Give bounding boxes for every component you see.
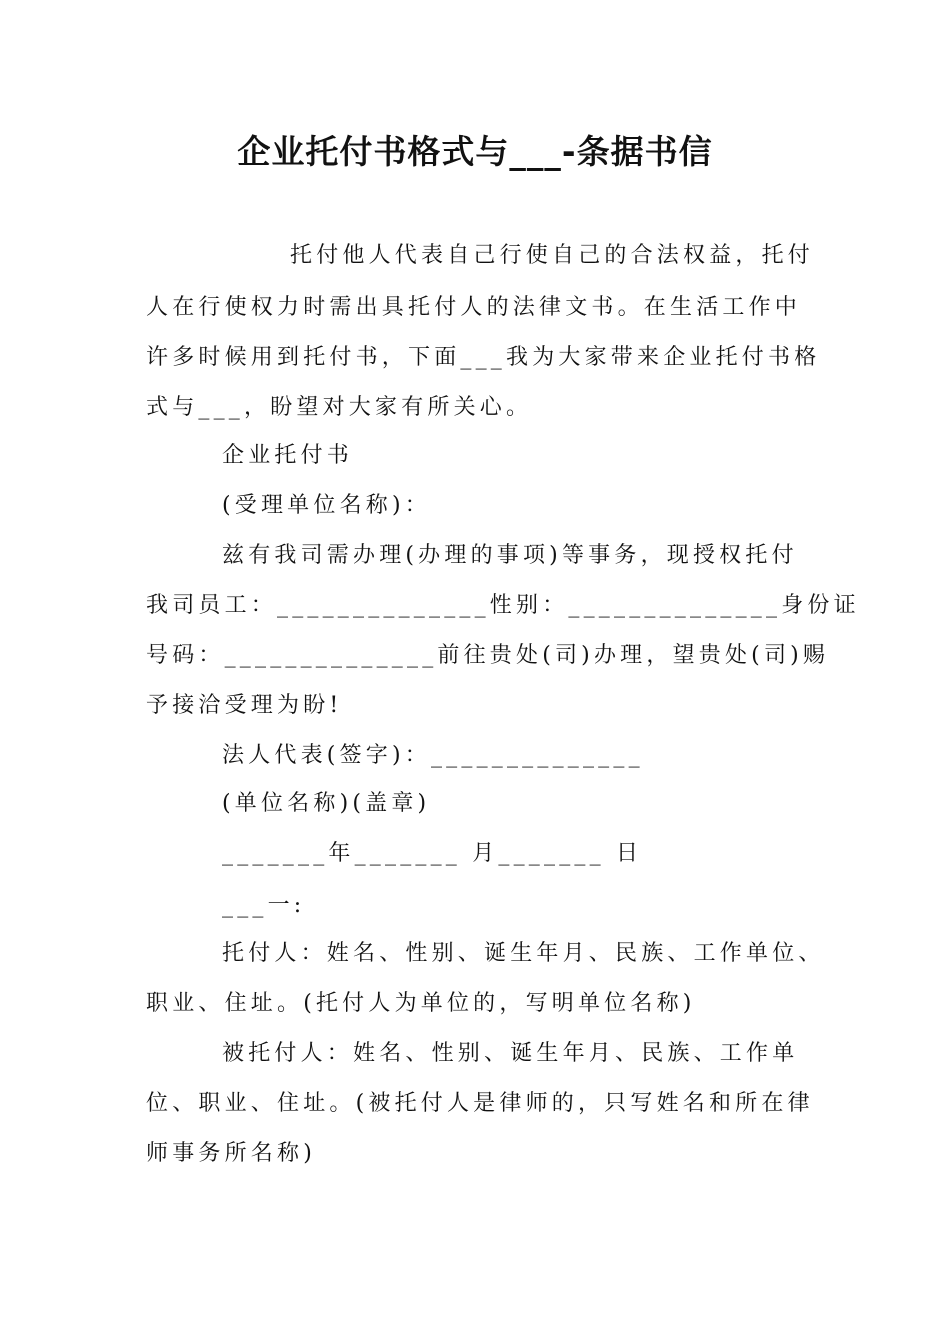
intro-line: 许多时候用到托付书，下面___我为大家带来企业托付书格 — [146, 345, 821, 370]
legal-representative-signature: 法人代表(签字)：______________ — [222, 743, 644, 768]
document-title: 企业托付书格式与___-条据书信 — [237, 132, 713, 171]
letter-body-line: 号码：______________前往贵处(司)办理，望贵处(司)赐 — [146, 643, 830, 668]
letter-body-line: 我司员工：______________性别：______________身份证 — [146, 593, 860, 618]
section-two-heading: ___一: — [222, 893, 306, 918]
intro-line: 式与___，盼望对大家有所关心。 — [146, 395, 533, 420]
agent-line: 被托付人：姓名、性别、诞生年月、民族、工作单 — [222, 1041, 799, 1066]
principal-line: 托付人：姓名、性别、诞生年月、民族、工作单位、 — [222, 941, 825, 966]
letter-addressee: (受理单位名称)： — [222, 493, 431, 518]
intro-line: 托付他人代表自己行使自己的合法权益，托付 — [290, 243, 815, 268]
date-line: _______年_______ 月_______ 日 — [222, 841, 643, 866]
principal-line: 职业、住址。(托付人为单位的，写明单位名称) — [146, 991, 696, 1016]
intro-line: 人在行使权力时需出具托付人的法律文书。在生活工作中 — [146, 295, 802, 320]
letter-body-line: 予接洽受理为盼! — [146, 693, 343, 718]
agent-line: 位、职业、住址。(被托付人是律师的，只写姓名和所在律 — [146, 1091, 814, 1116]
letter-body-line: 兹有我司需办理(办理的事项)等事务，现授权托付 — [222, 543, 798, 568]
agent-line: 师事务所名称) — [146, 1141, 316, 1166]
unit-seal-line: (单位名称)(盖章) — [222, 791, 431, 816]
letter-heading: 企业托付书 — [222, 443, 354, 468]
